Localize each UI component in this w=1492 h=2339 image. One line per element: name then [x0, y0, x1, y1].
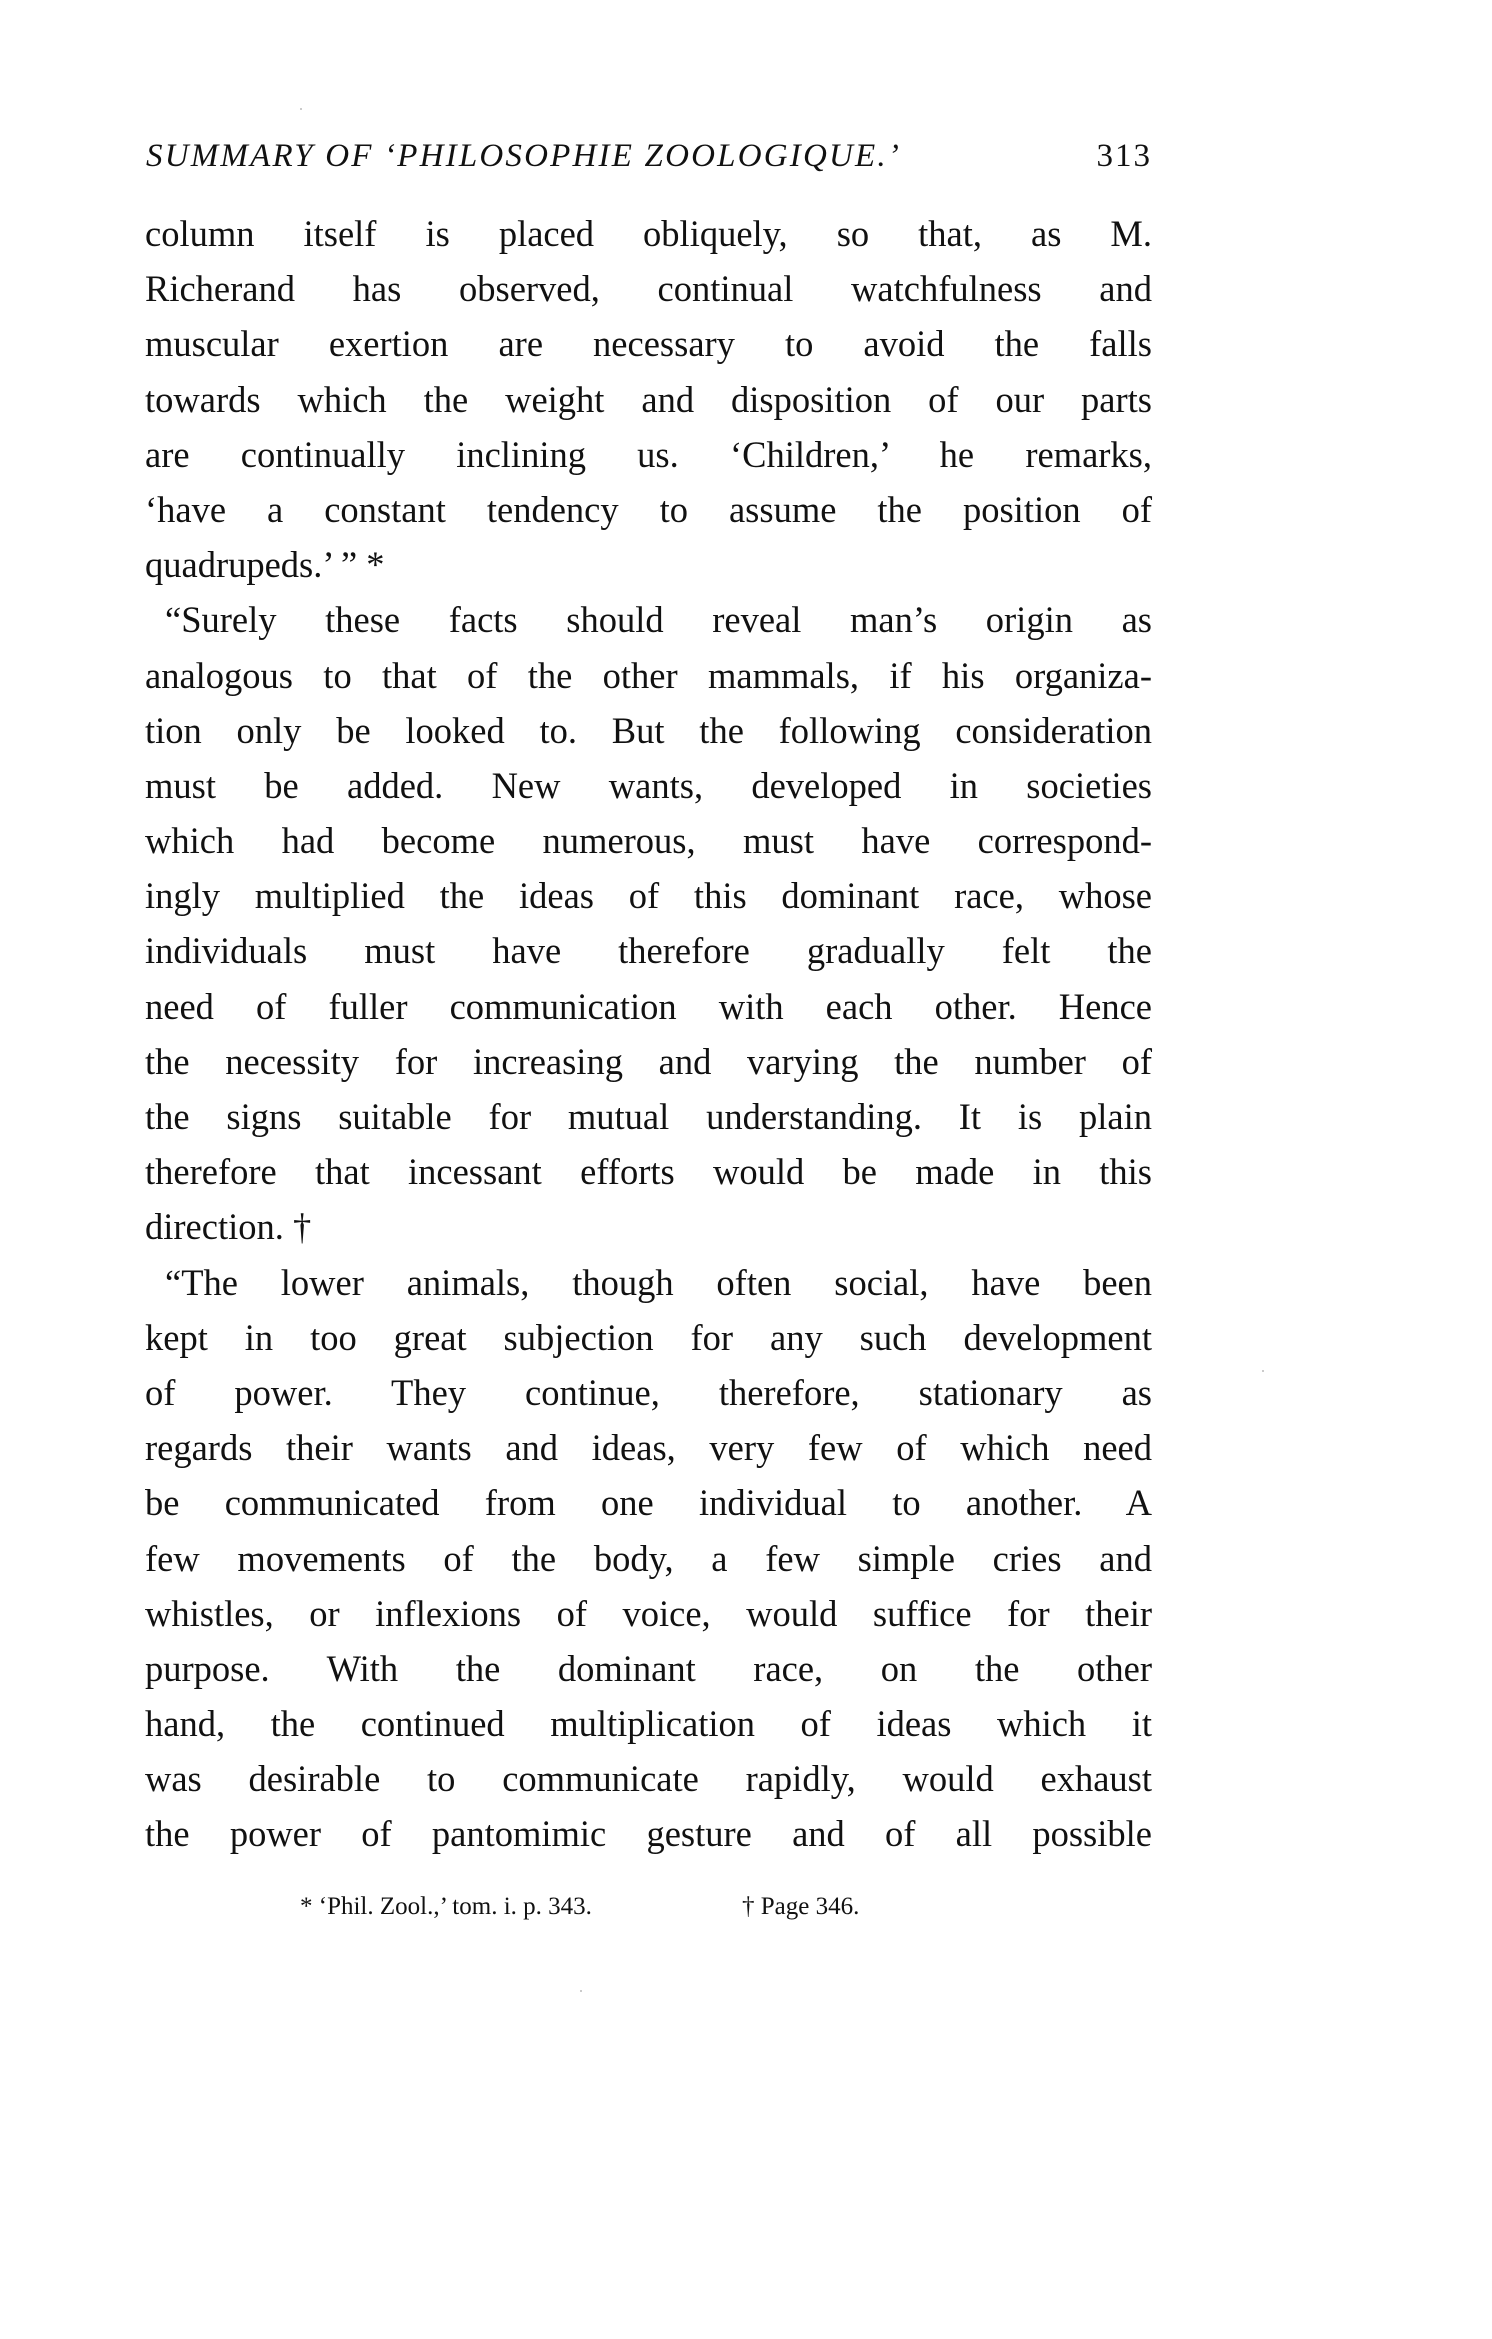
text-line: towards which the weight and disposition of our parts — [145, 378, 1152, 420]
scan-speck — [580, 1990, 582, 1992]
text-line: are continually inclining us. ‘Children,’ he remarks, — [145, 433, 1152, 475]
text-line: analogous to that of the other mammals, if his organiza- — [145, 654, 1152, 696]
text-line: column itself is placed obliquely, so that, as M. — [145, 213, 1152, 254]
text-line: purpose. With the dominant race, on the other — [145, 1647, 1152, 1689]
page-number: 313 — [1096, 138, 1152, 174]
text-line: ingly multiplied the ideas of this dominant race, whose — [145, 875, 1152, 917]
scan-speck — [1262, 1370, 1264, 1372]
text-line: kept in too great subjection for any such development — [145, 1316, 1152, 1358]
text-line: the necessity for increasing and varying the number of — [145, 1040, 1152, 1082]
text-line: must be added. New wants, developed in societies — [145, 764, 1152, 806]
footnote-star: * ‘Phil. Zool.,’ tom. i. p. 343. — [300, 1893, 592, 1920]
running-head — [146, 138, 1152, 182]
scan-speck — [300, 108, 302, 110]
text-line: therefore that incessant efforts would be made in this — [145, 1151, 1152, 1193]
text-line: “The lower animals, though often social, have been — [165, 1261, 1152, 1303]
text-line: hand, the continued multiplication of ideas which it — [145, 1703, 1152, 1745]
footnote-dagger: † Page 346. — [742, 1893, 860, 1920]
text-line: regards their wants and ideas, very few of which need — [145, 1427, 1152, 1469]
footnotes — [300, 1893, 1000, 1933]
text-line: individuals must have therefore gradually felt the — [145, 930, 1152, 972]
text-line: whistles, or inflexions of voice, would suffice for their — [145, 1592, 1152, 1634]
text-line: Richerand has observed, continual watchfulness and — [145, 268, 1152, 310]
text-line: the power of pantomimic gesture and of all possible — [145, 1813, 1152, 1855]
body-text — [145, 206, 1152, 1862]
text-line: tion only be looked to. But the following consideration — [145, 709, 1152, 751]
text-line: was desirable to communicate rapidly, would exhaust — [145, 1758, 1152, 1800]
text-line: need of fuller communication with each other. Hence — [145, 985, 1152, 1027]
text-line: muscular exertion are necessary to avoid the falls — [145, 323, 1152, 365]
text-line: direction. † — [145, 1206, 312, 1248]
text-line: of power. They continue, therefore, stationary as — [145, 1371, 1152, 1413]
text-line: which had become numerous, must have correspond- — [145, 820, 1152, 862]
text-line: ‘have a constant tendency to assume the position of — [145, 488, 1152, 530]
text-line: quadrupeds.’ ” * — [145, 544, 385, 586]
text-line: the signs suitable for mutual understanding. It is plain — [145, 1096, 1152, 1137]
text-line: few movements of the body, a few simple cries and — [145, 1537, 1152, 1579]
running-title: SUMMARY OF ‘PHILOSOPHIE ZOOLOGIQUE.’ — [146, 138, 902, 174]
text-line: “Surely these facts should reveal man’s origin as — [165, 599, 1152, 641]
text-line: be communicated from one individual to another. A — [145, 1482, 1152, 1524]
